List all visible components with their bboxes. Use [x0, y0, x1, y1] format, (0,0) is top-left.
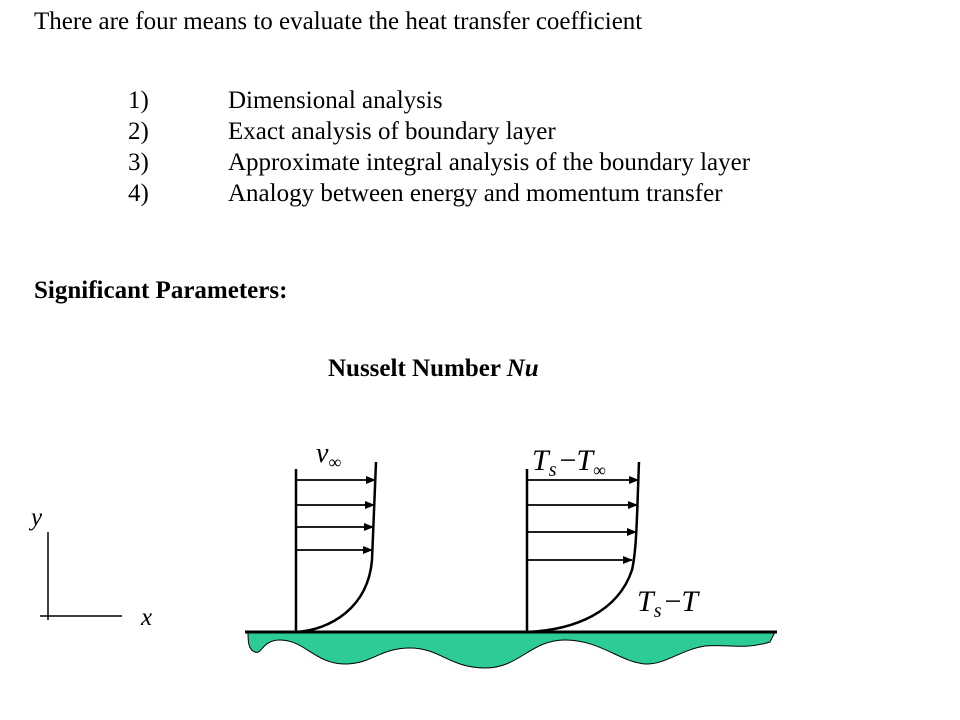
x-axis-label: x	[141, 604, 153, 631]
velocity-profile-curve	[296, 462, 376, 632]
list-item-text: Dimensional analysis	[228, 87, 443, 114]
nusselt-text: Nusselt Number	[328, 355, 501, 382]
list-item-text: Analogy between energy and momentum transfer	[228, 180, 723, 207]
list-item-number: 4)	[128, 180, 149, 207]
temp-difference-freestream-label: $T_s -T_\infty$	[532, 444, 606, 481]
significant-parameters-heading: Significant Parameters:	[34, 277, 288, 304]
nusselt-symbol: Nu	[506, 355, 539, 382]
temperature-profile-curve	[527, 462, 639, 632]
free-stream-velocity-label: $v_\infty$	[316, 438, 342, 472]
list-item-text: Approximate integral analysis of the boundary layer	[228, 149, 751, 176]
temp-difference-local-label: $T_s -T$	[637, 585, 699, 622]
y-axis-label: y	[31, 504, 43, 531]
list-item-number: 2)	[128, 118, 149, 145]
list-item-number: 3)	[128, 149, 149, 176]
intro-text: There are four means to evaluate the heat transfer coefficient	[34, 8, 643, 35]
heated-surface	[248, 632, 775, 668]
list-item-text: Exact analysis of boundary layer	[228, 118, 556, 145]
list-item-number: 1)	[128, 87, 149, 114]
